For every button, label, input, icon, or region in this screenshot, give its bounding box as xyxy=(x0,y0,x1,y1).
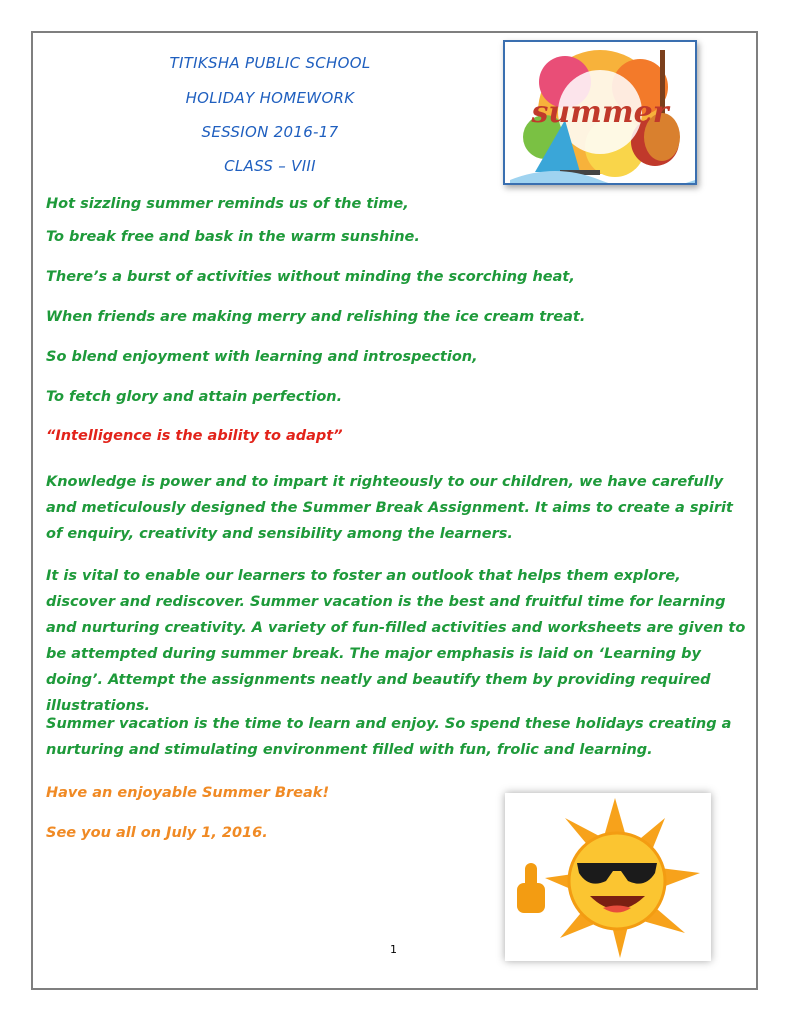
session-label: SESSION 2016-17 xyxy=(201,123,339,141)
poem-line: To fetch glory and attain perfection. xyxy=(46,389,343,405)
poem-line: To break free and bask in the warm sunshine. xyxy=(46,229,420,245)
poem-line: When friends are making merry and relishing the ice cream treat. xyxy=(46,309,586,325)
sun-sunglasses-thumbs-up-icon xyxy=(505,793,711,961)
poem-line: There’s a burst of activities without minding the scorching heat, xyxy=(46,269,575,285)
quote: “Intelligence is the ability to adapt” xyxy=(46,428,343,444)
poem-line: Hot sizzling summer reminds us of the time, xyxy=(46,196,409,212)
class-label: CLASS – VIII xyxy=(224,157,316,175)
closing-wish: Have an enjoyable Summer Break! xyxy=(46,785,330,801)
paragraph-vacation: Summer vacation is the time to learn and enjoy. So spend these holidays creating a nurturing and stimulating environment filled with fun, frolic and learning. xyxy=(46,716,732,758)
poem-line: So blend enjoyment with learning and introspection, xyxy=(46,349,478,365)
homework-title: HOLIDAY HOMEWORK xyxy=(185,89,355,107)
summer-collage-image xyxy=(503,40,697,185)
sun-image xyxy=(505,793,711,961)
paragraph-vital: It is vital to enable our learners to foster an outlook that helps them explore, discover and rediscover. Summer vacation is the best and fruitful time for learning and nurturing creativity. A variety of fun-filled activities and worksheets are given to be attempted during summer break. The major emphasis is laid on ‘Learning by doing’. Attempt the assignments neatly and beautify them by providing required illustrations. xyxy=(46,568,746,714)
school-name: TITIKSHA PUBLIC SCHOOL xyxy=(169,54,371,72)
closing-see-you: See you all on July 1, 2016. xyxy=(46,825,268,841)
summer-collage-icon xyxy=(505,42,695,183)
summer-word: summer xyxy=(531,95,669,130)
paragraph-intro: Knowledge is power and to impart it righteously to our children, we have carefully and meticulously designed the Summer Break Assignment. It aims to create a spirit of enquiry, creativity and sensibility among the learners. xyxy=(46,474,733,542)
page-number: 1 xyxy=(390,943,397,956)
